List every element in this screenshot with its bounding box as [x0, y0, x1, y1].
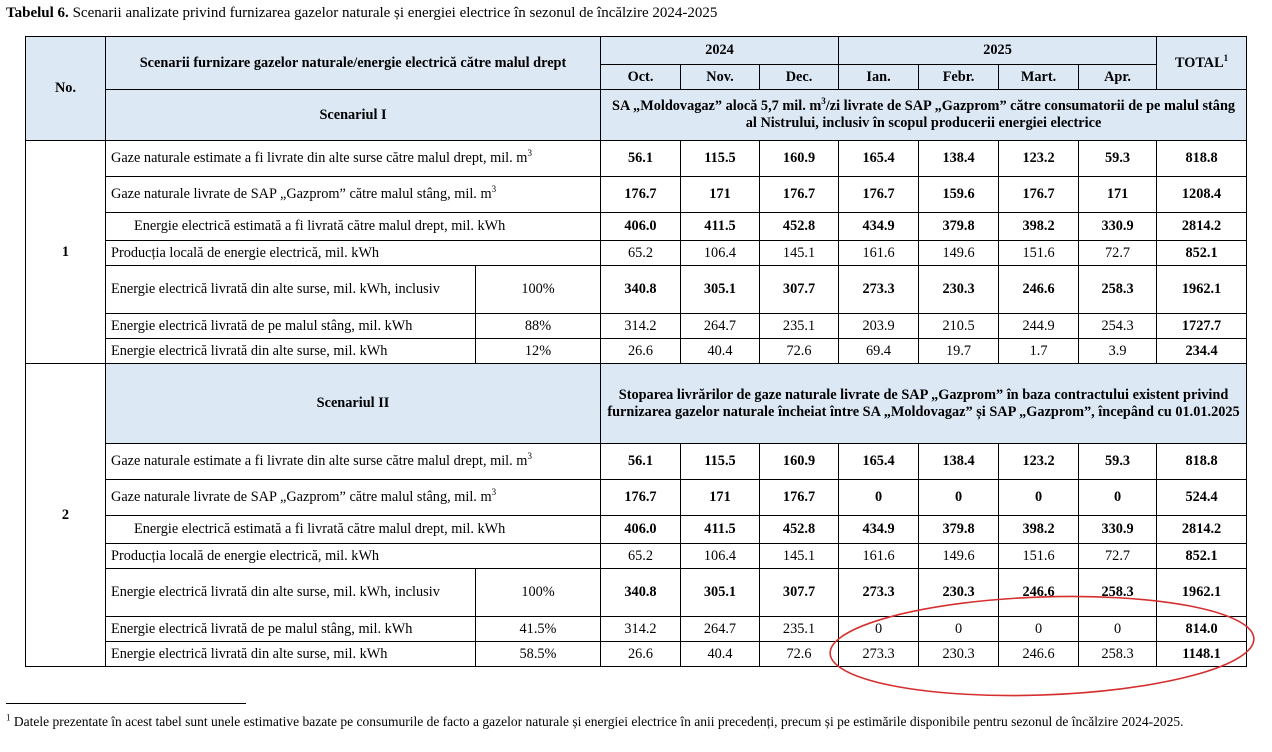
value-cell: 160.9 [760, 141, 839, 177]
value-cell: 398.2 [999, 516, 1079, 544]
value-cell: 26.6 [601, 642, 681, 667]
value-cell: 254.3 [1079, 314, 1157, 339]
row-label: Producția locală de energie electrică, mil. kWh [106, 544, 601, 569]
total-cell: 1962.1 [1157, 266, 1247, 314]
value-cell: 235.1 [760, 617, 839, 642]
row-label: Gaze naturale estimate a fi livrate din alte surse către malul drept, mil. $m^3$ [106, 141, 601, 177]
value-cell: 1.7 [999, 339, 1079, 364]
value-cell: 340.8 [601, 266, 681, 314]
value-cell: 72.7 [1079, 241, 1157, 266]
row-label: Energie electrică livrată de pe malul stâng, mil. kWh [106, 314, 476, 339]
value-cell: 379.8 [919, 516, 999, 544]
total-cell: 2814.2 [1157, 516, 1247, 544]
month-header: Nov. [681, 65, 760, 90]
value-cell: 307.7 [760, 266, 839, 314]
value-cell: 0 [999, 480, 1079, 516]
value-cell: 145.1 [760, 241, 839, 266]
value-cell: 452.8 [760, 516, 839, 544]
row-label: Energie electrică livrată din alte surse, mil. kWh, inclusiv [106, 569, 476, 617]
value-cell: 151.6 [999, 544, 1079, 569]
value-cell: 264.7 [681, 617, 760, 642]
table-row [26, 314, 1247, 339]
row-label: Gaze naturale livrate de SAP „Gazprom” către malul stâng, mil. $m^3$ [106, 177, 601, 213]
value-cell: 123.2 [999, 141, 1079, 177]
scenario-1-description: SA „Moldovagaz” alocă 5,7 mil. $m^3/zi$ livrate de SAP „Gazprom” către consumatorii de pe malul stâng al Nistrului, inclusiv în scopul producerii energiei electrice [601, 90, 1247, 141]
table-row [26, 213, 1247, 241]
value-cell: 171 [681, 177, 760, 213]
value-cell: 0 [919, 617, 999, 642]
value-cell: 340.8 [601, 569, 681, 617]
value-cell: 138.4 [919, 444, 999, 480]
value-cell: 0 [999, 617, 1079, 642]
total-cell: 852.1 [1157, 544, 1247, 569]
value-cell: 176.7 [760, 480, 839, 516]
no-header: No. [26, 37, 106, 141]
value-cell: 171 [681, 480, 760, 516]
value-cell: 230.3 [919, 266, 999, 314]
table-row [26, 241, 1247, 266]
value-cell: 171 [1079, 177, 1157, 213]
month-header: Febr. [919, 65, 999, 90]
value-cell: 176.7 [760, 177, 839, 213]
row-percentage: 41.5% [476, 617, 601, 642]
value-cell: 159.6 [919, 177, 999, 213]
month-header: Apr. [1079, 65, 1157, 90]
value-cell: 273.3 [839, 569, 919, 617]
value-cell: 145.1 [760, 544, 839, 569]
value-cell: 40.4 [681, 339, 760, 364]
value-cell: 230.3 [919, 569, 999, 617]
row-label: Energie electrică estimată a fi livrată către malul drept, mil. kWh [106, 213, 601, 241]
scenario-2-name: Scenariul II [106, 364, 601, 444]
row-label: Energie electrică livrată din alte surse, mil. kWh [106, 642, 476, 667]
value-cell: 0 [839, 480, 919, 516]
value-cell: 314.2 [601, 617, 681, 642]
scenarios-title-header: Scenarii furnizare gazelor naturale/energie electrică către malul drept [106, 37, 601, 90]
footnote: $^1$ Datele prezentate în acest tabel sunt unele estimative bazate pe consumurile de facto a gazelor naturale și energiei electrice în anii precedenți, precum și pe estimările disponibile pentru sezonul de încălzire 2024-2025. [6, 712, 1184, 729]
value-cell: 176.7 [601, 480, 681, 516]
total-cell: 1962.1 [1157, 569, 1247, 617]
scenario-number: 1 [26, 141, 106, 364]
value-cell: 434.9 [839, 213, 919, 241]
value-cell: 40.4 [681, 642, 760, 667]
footnote-divider [6, 703, 246, 704]
value-cell: 176.7 [999, 177, 1079, 213]
total-cell: 2814.2 [1157, 213, 1247, 241]
total-cell: 524.4 [1157, 480, 1247, 516]
row-percentage: 12% [476, 339, 601, 364]
value-cell: 161.6 [839, 241, 919, 266]
value-cell: 305.1 [681, 266, 760, 314]
total-cell: 1727.7 [1157, 314, 1247, 339]
total-header: TOTAL$^1$ [1157, 37, 1247, 90]
year-2025-header: 2025 [839, 37, 1157, 65]
total-cell: 818.8 [1157, 444, 1247, 480]
value-cell: 258.3 [1079, 266, 1157, 314]
row-label: Gaze naturale livrate de SAP „Gazprom” către malul stâng, mil. $m^3$ [106, 480, 601, 516]
table-row [26, 642, 1247, 667]
value-cell: 246.6 [999, 569, 1079, 617]
value-cell: 246.6 [999, 642, 1079, 667]
total-cell: 1208.4 [1157, 177, 1247, 213]
value-cell: 106.4 [681, 241, 760, 266]
row-label: Energie electrică estimată a fi livrată către malul drept, mil. kWh [106, 516, 601, 544]
value-cell: 273.3 [839, 642, 919, 667]
value-cell: 149.6 [919, 544, 999, 569]
value-cell: 26.6 [601, 339, 681, 364]
value-cell: 106.4 [681, 544, 760, 569]
value-cell: 115.5 [681, 141, 760, 177]
table-row [26, 480, 1247, 516]
row-label: Gaze naturale estimate a fi livrate din alte surse către malul drept, mil. $m^3$ [106, 444, 601, 480]
value-cell: 72.6 [760, 642, 839, 667]
value-cell: 434.9 [839, 516, 919, 544]
value-cell: 452.8 [760, 213, 839, 241]
month-header: Mart. [999, 65, 1079, 90]
value-cell: 123.2 [999, 444, 1079, 480]
total-cell: 234.4 [1157, 339, 1247, 364]
value-cell: 176.7 [839, 177, 919, 213]
month-header: Oct. [601, 65, 681, 90]
row-percentage: 88% [476, 314, 601, 339]
value-cell: 235.1 [760, 314, 839, 339]
value-cell: 151.6 [999, 241, 1079, 266]
value-cell: 72.6 [760, 339, 839, 364]
value-cell: 244.9 [999, 314, 1079, 339]
value-cell: 149.6 [919, 241, 999, 266]
table-row [26, 569, 1247, 617]
caption-text: Scenarii analizate privind furnizarea gazelor naturale și energiei electrice în sezonul de încălzire 2024-2025 [68, 5, 718, 21]
value-cell: 305.1 [681, 569, 760, 617]
value-cell: 230.3 [919, 642, 999, 667]
value-cell: 411.5 [681, 516, 760, 544]
value-cell: 72.7 [1079, 544, 1157, 569]
year-2024-header: 2024 [601, 37, 839, 65]
value-cell: 56.1 [601, 141, 681, 177]
scenarios-table [25, 36, 1247, 667]
value-cell: 138.4 [919, 141, 999, 177]
caption-label: Tabelul 6. [6, 5, 69, 21]
value-cell: 56.1 [601, 444, 681, 480]
value-cell: 330.9 [1079, 213, 1157, 241]
value-cell: 307.7 [760, 569, 839, 617]
table-row [26, 266, 1247, 314]
value-cell: 65.2 [601, 241, 681, 266]
total-cell: 818.8 [1157, 141, 1247, 177]
table-row [26, 544, 1247, 569]
value-cell: 246.6 [999, 266, 1079, 314]
total-cell: 814.0 [1157, 617, 1247, 642]
scenario-number: 2 [26, 364, 106, 667]
value-cell: 160.9 [760, 444, 839, 480]
value-cell: 398.2 [999, 213, 1079, 241]
row-percentage: 100% [476, 266, 601, 314]
table-row [26, 617, 1247, 642]
value-cell: 406.0 [601, 213, 681, 241]
value-cell: 0 [839, 617, 919, 642]
table-row [26, 177, 1247, 213]
value-cell: 59.3 [1079, 444, 1157, 480]
value-cell: 0 [1079, 480, 1157, 516]
table-row [26, 444, 1247, 480]
value-cell: 330.9 [1079, 516, 1157, 544]
value-cell: 161.6 [839, 544, 919, 569]
value-cell: 264.7 [681, 314, 760, 339]
value-cell: 176.7 [601, 177, 681, 213]
row-label: Energie electrică livrată de pe malul stâng, mil. kWh [106, 617, 476, 642]
row-label: Energie electrică livrată din alte surse, mil. kWh, inclusiv [106, 266, 476, 314]
scenario-2-description: Stoparea livrărilor de gaze naturale livrate de SAP „Gazprom” în baza contractului existent privind furnizarea gazelor naturale încheiat între SA „Moldovagaz” și SAP „Gazprom”, începând cu 01.01.2025 [601, 364, 1247, 444]
value-cell: 273.3 [839, 266, 919, 314]
row-label: Energie electrică livrată din alte surse, mil. kWh [106, 339, 476, 364]
value-cell: 165.4 [839, 444, 919, 480]
table-row [26, 141, 1247, 177]
value-cell: 314.2 [601, 314, 681, 339]
value-cell: 258.3 [1079, 569, 1157, 617]
value-cell: 0 [1079, 617, 1157, 642]
value-cell: 411.5 [681, 213, 760, 241]
total-cell: 852.1 [1157, 241, 1247, 266]
month-header: Ian. [839, 65, 919, 90]
row-percentage: 58.5% [476, 642, 601, 667]
table-caption [6, 5, 717, 22]
value-cell: 203.9 [839, 314, 919, 339]
scenario-1-name: Scenariul I [106, 90, 601, 141]
value-cell: 3.9 [1079, 339, 1157, 364]
value-cell: 0 [919, 480, 999, 516]
value-cell: 19.7 [919, 339, 999, 364]
value-cell: 65.2 [601, 544, 681, 569]
total-cell: 1148.1 [1157, 642, 1247, 667]
row-percentage: 100% [476, 569, 601, 617]
row-label: Producția locală de energie electrică, mil. kWh [106, 241, 601, 266]
table-row [26, 516, 1247, 544]
value-cell: 379.8 [919, 213, 999, 241]
value-cell: 115.5 [681, 444, 760, 480]
value-cell: 258.3 [1079, 642, 1157, 667]
value-cell: 406.0 [601, 516, 681, 544]
value-cell: 210.5 [919, 314, 999, 339]
month-header: Dec. [760, 65, 839, 90]
value-cell: 165.4 [839, 141, 919, 177]
value-cell: 59.3 [1079, 141, 1157, 177]
table-row [26, 339, 1247, 364]
value-cell: 69.4 [839, 339, 919, 364]
